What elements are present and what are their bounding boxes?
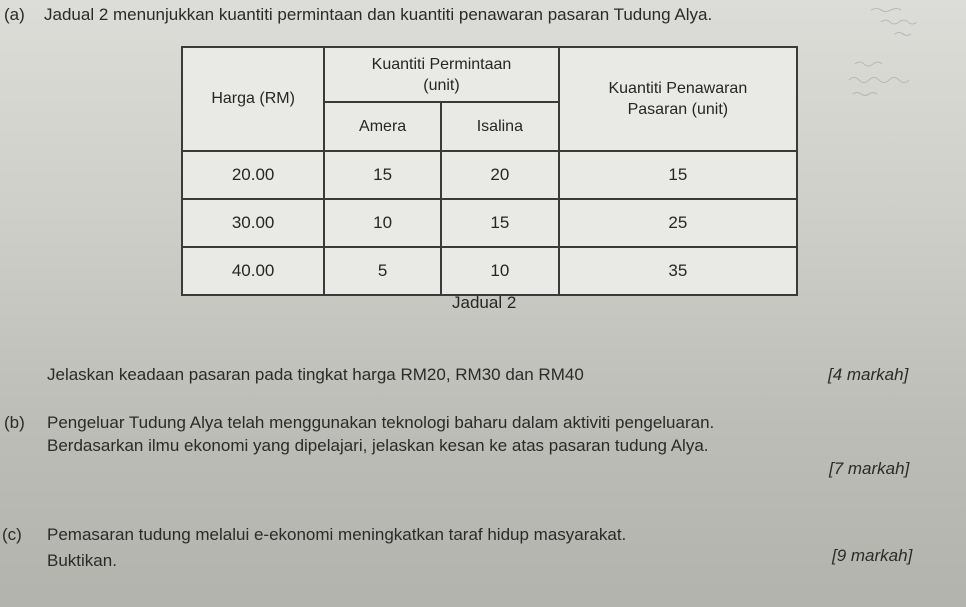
table-row (182, 151, 797, 199)
part-c-line2: Buktikan. (47, 551, 117, 570)
table-caption: Jadual 2 (452, 293, 517, 312)
part-c-label: (c) (2, 525, 22, 544)
cell-amera: 10 (324, 199, 441, 247)
table-row (182, 247, 797, 295)
part-a-label: (a) (4, 5, 25, 24)
cell-penawaran: 35 (559, 247, 797, 295)
cell-amera: 5 (324, 247, 441, 295)
cell-isalina: 15 (441, 199, 559, 247)
part-b-line2: Berdasarkan ilmu ekonomi yang dipelajari, jelaskan kesan ke atas pasaran tudung Alya. (47, 436, 709, 455)
handwritten-notes (835, 2, 965, 112)
part-a-intro: Jadual 2 menunjukkan kuantiti permintaan dan kuantiti penawaran pasaran Tudung Alya. (44, 5, 713, 24)
cell-penawaran: 15 (559, 151, 797, 199)
cell-penawaran: 25 (559, 199, 797, 247)
cell-harga: 40.00 (182, 247, 324, 295)
part-b-line1: Pengeluar Tudung Alya telah menggunakan teknologi baharu dalam aktiviti pengeluaran. (47, 413, 715, 432)
header-isalina: Isalina (441, 102, 559, 151)
header-kuantiti-permintaan: Kuantiti Permintaan (unit) (324, 47, 558, 102)
header-amera: Amera (324, 102, 441, 151)
handwriting-scribble-icon (835, 2, 965, 112)
part-c-line1: Pemasaran tudung melalui e-ekonomi meningkatkan taraf hidup masyarakat. (47, 525, 627, 544)
part-a-question: Jelaskan keadaan pasaran pada tingkat harga RM20, RM30 dan RM40 (47, 365, 584, 384)
part-b-marks: [7 markah] (829, 459, 910, 478)
part-b-label: (b) (4, 413, 25, 432)
cell-harga: 20.00 (182, 151, 324, 199)
header-harga: Harga (RM) (182, 47, 324, 151)
table-row (182, 199, 797, 247)
jadual-2-table (181, 46, 798, 296)
cell-amera: 15 (324, 151, 441, 199)
cell-harga: 30.00 (182, 199, 324, 247)
part-a-marks: [4 markah] (828, 365, 909, 384)
header-kuantiti-penawaran: Kuantiti Penawaran Pasaran (unit) (559, 47, 797, 151)
cell-isalina: 10 (441, 247, 559, 295)
cell-isalina: 20 (441, 151, 559, 199)
part-c-marks: [9 markah] (832, 546, 913, 565)
